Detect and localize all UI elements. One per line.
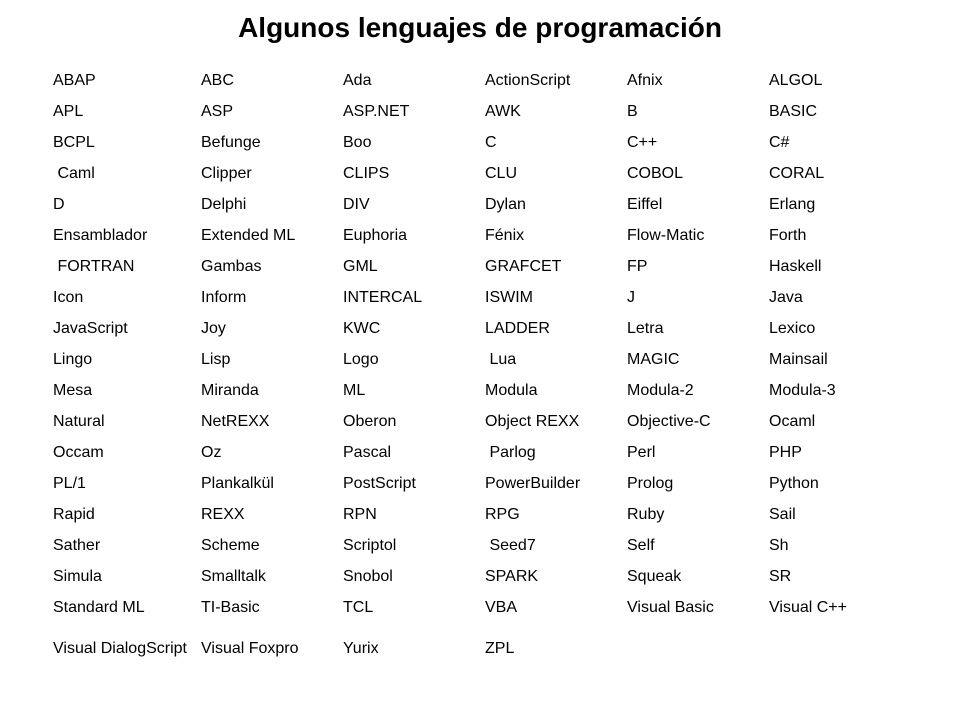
language-cell: Befunge — [201, 133, 261, 151]
language-cell: Ada — [343, 71, 372, 89]
table-row — [53, 282, 911, 313]
language-cell: INTERCAL — [343, 288, 423, 306]
language-cell: Lingo — [53, 350, 93, 368]
language-cell: GRAFCET — [485, 257, 562, 275]
language-cell: Modula-3 — [769, 381, 836, 399]
language-cell: Prolog — [627, 474, 674, 492]
language-cell: ML — [343, 381, 366, 399]
table-row — [53, 220, 911, 251]
language-cell: VBA — [485, 598, 518, 616]
language-cell: B — [627, 102, 638, 120]
language-cell: C++ — [627, 133, 658, 151]
language-cell: CORAL — [769, 164, 825, 182]
table-row — [53, 189, 911, 220]
language-cell: ABAP — [53, 71, 96, 89]
language-cell: Visual C++ — [769, 598, 847, 616]
language-cell: ZPL — [485, 640, 515, 657]
language-cell: TCL — [343, 598, 374, 616]
language-cell: Python — [769, 474, 819, 492]
table-row — [53, 623, 911, 675]
language-cell: Miranda — [201, 381, 259, 399]
language-cell: Modula — [485, 381, 538, 399]
language-cell: Natural — [53, 412, 105, 430]
language-cell: Object REXX — [485, 412, 580, 430]
language-cell: ABC — [201, 71, 234, 89]
language-cell: PostScript — [343, 474, 416, 492]
table-row — [53, 65, 911, 96]
language-cell: Parlog — [485, 443, 536, 461]
language-cell: Gambas — [201, 257, 262, 275]
language-cell: RPG — [485, 505, 520, 523]
language-cell: Letra — [627, 319, 664, 337]
table-row — [53, 127, 911, 158]
language-cell: D — [53, 195, 65, 213]
table-row — [53, 344, 911, 375]
language-cell: Lisp — [201, 350, 231, 368]
language-cell: LADDER — [485, 319, 550, 337]
table-row — [53, 406, 911, 437]
language-cell: RPN — [343, 505, 377, 523]
language-cell: AWK — [485, 102, 521, 120]
language-cell: MAGIC — [627, 350, 680, 368]
language-cell: Smalltalk — [201, 567, 266, 585]
language-cell: KWC — [343, 319, 381, 337]
language-cell — [769, 623, 911, 675]
language-cell: Standard ML — [53, 598, 145, 616]
language-cell: C# — [769, 133, 790, 151]
table-row — [53, 499, 911, 530]
language-cell: Lexico — [769, 319, 816, 337]
table-row — [53, 437, 911, 468]
language-cell: SPARK — [485, 567, 539, 585]
language-cell: Occam — [53, 443, 104, 461]
language-cell: Visual Basic — [627, 598, 714, 616]
language-cell: Self — [627, 536, 655, 554]
language-cell: Clipper — [201, 164, 252, 182]
language-cell: Dylan — [485, 195, 526, 213]
language-cell: ASP — [201, 102, 234, 120]
language-cell: Modula-2 — [627, 381, 694, 399]
language-cell: Forth — [769, 226, 807, 244]
language-cell: Logo — [343, 350, 379, 368]
language-cell: J — [627, 288, 635, 306]
language-cell: Inform — [201, 288, 247, 306]
language-cell: Eiffel — [627, 195, 663, 213]
language-cell: Erlang — [769, 195, 816, 213]
language-cell: Sather — [53, 536, 101, 554]
language-cell: Scheme — [201, 536, 260, 554]
table-row — [53, 313, 911, 344]
language-cell: Java — [769, 288, 803, 306]
language-cell: DIV — [343, 195, 370, 213]
page-title: Algunos lenguajes de programación — [238, 12, 722, 43]
language-cell: ALGOL — [769, 71, 823, 89]
language-cell: Rapid — [53, 505, 95, 523]
language-cell: BCPL — [53, 133, 95, 151]
table-row — [53, 561, 911, 592]
language-cell: Objective-C — [627, 412, 711, 430]
language-cell: SR — [769, 567, 792, 585]
language-cell: Mainsail — [769, 350, 828, 368]
language-cell: Oberon — [343, 412, 397, 430]
language-cell: NetREXX — [201, 412, 270, 430]
language-cell: FP — [627, 257, 648, 275]
table-row — [53, 158, 911, 189]
language-cell: Visual Foxpro — [201, 640, 299, 657]
language-cell: Haskell — [769, 257, 822, 275]
language-cell: Plankalkül — [201, 474, 274, 492]
language-cell: COBOL — [627, 164, 684, 182]
language-cell: ISWIM — [485, 288, 533, 306]
language-cell: Ruby — [627, 505, 665, 523]
language-cell: Euphoria — [343, 226, 408, 244]
language-cell: APL — [53, 102, 84, 120]
language-cell: Squeak — [627, 567, 682, 585]
language-cell: Simula — [53, 567, 102, 585]
language-cell: ASP.NET — [343, 102, 410, 120]
language-cell: Pascal — [343, 443, 392, 461]
table-row — [53, 96, 911, 127]
language-cell: Lua — [485, 350, 517, 368]
language-cell: Visual DialogScript — [53, 640, 187, 657]
language-cell: Seed7 — [485, 536, 536, 554]
language-cell: Sh — [769, 536, 789, 554]
languages-table-body — [53, 65, 911, 675]
language-cell: Perl — [627, 443, 656, 461]
language-cell: ActionScript — [485, 71, 571, 89]
language-cell: Extended ML — [201, 226, 296, 244]
language-cell: JavaScript — [53, 319, 128, 337]
language-cell: Ocaml — [769, 412, 816, 430]
language-cell: PowerBuilder — [485, 474, 581, 492]
language-cell: Delphi — [201, 195, 247, 213]
language-cell: CLIPS — [343, 164, 390, 182]
language-cell: TI-Basic — [201, 598, 260, 616]
language-cell: Afnix — [627, 71, 663, 89]
language-cell: PL/1 — [53, 474, 86, 492]
language-cell: Boo — [343, 133, 372, 151]
language-cell: Mesa — [53, 381, 93, 399]
language-cell: Scriptol — [343, 536, 397, 554]
table-row — [53, 592, 911, 623]
language-cell: GML — [343, 257, 378, 275]
language-cell: Oz — [201, 443, 222, 461]
language-cell: BASIC — [769, 102, 818, 120]
table-row — [53, 375, 911, 406]
language-cell: Yurix — [343, 640, 379, 657]
table-row — [53, 251, 911, 282]
table-row — [53, 468, 911, 499]
language-cell: C — [485, 133, 497, 151]
language-cell: Icon — [53, 288, 84, 306]
language-cell: REXX — [201, 505, 245, 523]
languages-table — [53, 65, 911, 675]
language-cell: Ensamblador — [53, 226, 148, 244]
language-cell — [627, 623, 769, 675]
table-row — [53, 530, 911, 561]
language-cell: FORTRAN — [53, 257, 135, 275]
language-cell: Joy — [201, 319, 226, 337]
language-cell: Fénix — [485, 226, 525, 244]
language-cell: PHP — [769, 443, 802, 461]
language-cell: Snobol — [343, 567, 393, 585]
language-cell: Sail — [769, 505, 796, 523]
language-cell: Flow-Matic — [627, 226, 705, 244]
language-cell: Caml — [53, 164, 95, 182]
language-cell: CLU — [485, 164, 518, 182]
